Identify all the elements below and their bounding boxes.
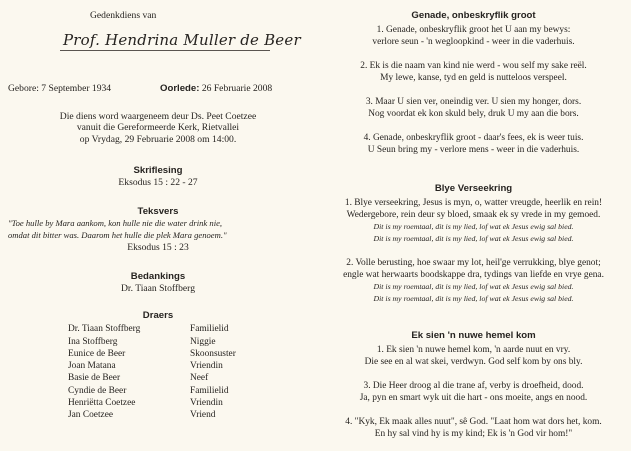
right-page: [316, 0, 631, 451]
pallbearer-name: Jan Coetzee: [68, 410, 114, 420]
hymn3-verse3-line1: 3. Die Heer droog al die trane af, verby is droefheid, dood.: [363, 381, 584, 391]
hymn3-verse1-line2: Die see en al wat skei, verdwyn. God self kom by ons bly.: [364, 357, 583, 367]
name-underline: [60, 50, 270, 51]
hymn2-verse1-line2: Wedergebore, rein deur sy bloed, smaak ek sy vrede in my gemoed.: [346, 210, 601, 220]
hymn3-verse1-line1: 1. Ek sien 'n nuwe hemel kom, 'n aarde nuut en vry.: [376, 345, 571, 355]
hymn3-title: Ek sien 'n nuwe hemel kom: [411, 330, 536, 341]
pallbearer-relation: Vriend: [190, 410, 216, 420]
pallbearer-name: Basie de Beer: [68, 373, 121, 383]
hymn1-verse3-line2: Nog voordat ek kon skuld bely, druk U my aan die bors.: [368, 109, 579, 119]
hymn1-verse2-line2: My lewe, kanse, tyd en geld is nutteloos verspeel.: [380, 73, 567, 83]
bedankings-title: Bedankings: [130, 271, 186, 282]
hymn2-verse2-line1: 2. Volle berusting, hoe swaar my lot, heil'ge verrukking, blye genot;: [346, 258, 601, 268]
deceased-name: Prof. Hendrina Muller de Beer: [63, 31, 301, 49]
hymn2-verse2-line2: engle wat herwaarts boodskappe dra, tydings van liefde en vrye gena.: [343, 270, 604, 280]
pallbearer-relation: Skoonsuster: [190, 349, 236, 359]
pallbearer-name: Henriëtta Coetzee: [68, 398, 136, 408]
death-date-row: [160, 83, 272, 95]
hymn2-verse2-refrain1: Dit is my roemtaal, dit is my lied, lof wat ek Jesus ewig sal bied.: [373, 282, 574, 291]
skriflesing-title: Skriflesing: [133, 165, 183, 176]
hymn2-verse1-refrain2: Dit is my roemtaal, dit is my lied, lof wat ek Jesus ewig sal bied.: [373, 234, 574, 243]
hymn1-verse4-line2: U Seun bring my - verlore mens - weer in die vaderhuis.: [367, 145, 580, 155]
bedankings-name: Dr. Tiaan Stoffberg: [120, 283, 195, 294]
hymn1-verse4-line1: 4. Genade, onbeskryflik groot - daar's fees, ek is weer tuis.: [363, 133, 584, 143]
hymn1-verse1-line1: 1. Genade, onbeskryflik groot het U aan my bewys:: [376, 25, 571, 35]
pallbearer-name: Eunice de Beer: [68, 349, 126, 359]
hymn3-verse4-line1: 4. "Kyk, Ek maak alles nuut", sê God. "Laat hom wat dors het, kom.: [345, 417, 602, 427]
pallbearer-name: Joan Matana: [68, 361, 116, 371]
pallbearer-relation: Familielid: [190, 386, 229, 396]
hymn1-title: Genade, onbeskryflik groot: [411, 10, 536, 21]
teksvers-line-1: "Toe hulle by Mara aankom, kon hulle nie die water drink nie,: [8, 218, 223, 228]
service-line-2: vanuit die Gereformeerde Kerk, Rietvallei: [76, 122, 240, 133]
hymn3-verse4-line2: En hy sal vind hy is my kind; Ek is 'n God vir hom!": [374, 429, 573, 439]
death-label: Oorlede:: [160, 83, 200, 94]
teksvers-line-2: omdat dit bitter was. Daarom het hulle die plek Mara genoem.": [8, 230, 227, 240]
memorial-heading: Gedenkdiens van: [90, 10, 157, 21]
hymn2-verse2-refrain2: Dit is my roemtaal, dit is my lied, lof wat ek Jesus ewig sal bied.: [373, 294, 574, 303]
hymn3-verse3-line2: Ja, pyn en smart wyk uit die hart - ons moeite, angs en nood.: [359, 393, 588, 403]
pallbearer-relation: Neef: [190, 373, 209, 383]
birth-date: Gebore: 7 September 1934: [8, 83, 112, 94]
teksvers-title: Teksvers: [137, 206, 179, 217]
hymn1-verse3-line1: 3. Maar U sien ver, oneindig ver. U sien my honger, dors.: [365, 97, 582, 107]
service-line-1: Die diens word waargeneem deur Ds. Peet Coetzee: [59, 111, 257, 122]
hymn2-verse1-refrain1: Dit is my roemtaal, dit is my lied, lof wat ek Jesus ewig sal bied.: [373, 222, 574, 231]
pallbearer-relation: Familielid: [190, 324, 229, 334]
pallbearer-name: Dr. Tiaan Stoffberg: [68, 324, 141, 334]
service-line-3: op Vrydag, 29 Februarie 2008 om 14:00.: [79, 134, 237, 145]
pallbearer-relation: Vriendin: [190, 398, 223, 408]
pallbearer-relation: Niggie: [190, 337, 216, 347]
skriflesing-ref: Eksodus 15 : 22 - 27: [118, 177, 198, 188]
draers-title: Draers: [142, 310, 174, 321]
hymn2-verse1-line1: 1. Blye verseekring, Jesus is myn, o, watter vreugde, heerlik en rein!: [344, 198, 603, 208]
hymn2-title: Blye Verseekring: [434, 183, 513, 194]
pallbearer-relation: Vriendin: [190, 361, 223, 371]
hymn1-verse2-line1: 2. Ek is die naam van kind nie werd - wou self my sake reël.: [360, 61, 587, 71]
pallbearer-name: Ina Stoffberg: [68, 337, 118, 347]
death-date: 26 Februarie 2008: [201, 83, 273, 94]
pallbearer-name: Cyndie de Beer: [68, 386, 127, 396]
hymn1-verse1-line2: verlore seun - 'n wegloopkind - weer in die vaderhuis.: [372, 37, 575, 47]
teksvers-ref: Eksodus 15 : 23: [127, 242, 189, 253]
